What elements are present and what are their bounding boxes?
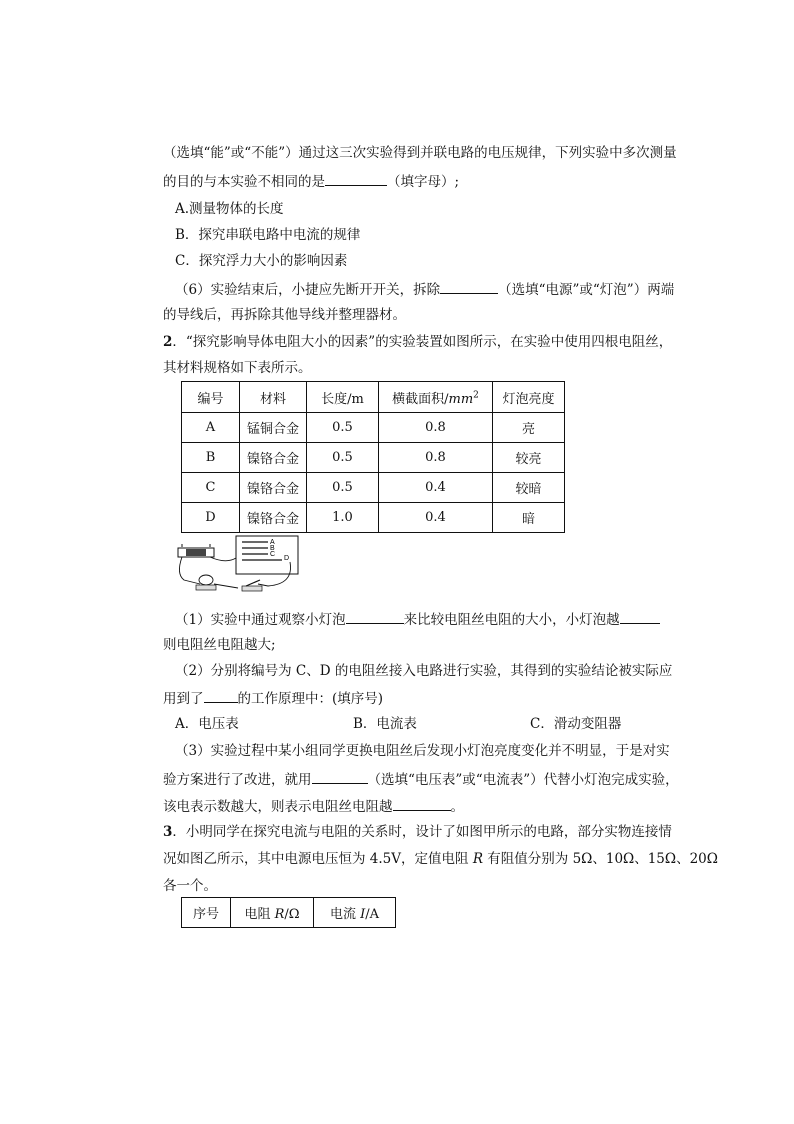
text-line [163,850,718,868]
variable-r: R [472,851,483,867]
header-cell: 编号 [182,382,240,413]
table-cell: 0.4 [379,503,493,533]
table-cell: 0.5 [307,443,379,473]
circuit-figure [172,534,300,596]
table-cell: 0.5 [307,473,379,503]
text-line [175,609,660,629]
text-line [163,796,464,816]
text-span: （填字母）; [387,174,460,190]
option-a: A．电压表 [175,716,239,732]
option-c: C．探究浮力大小的影响因素 [175,253,348,269]
text-line: （2）分别将编号为 C、D 的电阻丝接入电路进行实验，其得到的实验结论被实际应 [175,663,673,679]
answer-blank[interactable] [346,609,404,624]
text-span: 该电表示数越大，则表示电阻丝电阻越 [163,799,393,815]
text-span: ．“探究影响导体电阻大小的因素”的实验装置如图所示，在实验中使用四根电阻丝， [172,334,673,350]
answer-blank[interactable] [440,279,498,294]
figure-label: A [270,539,275,546]
table-cell: 0.4 [379,473,493,503]
text-span: 来比较电阻丝电阻的大小，小灯泡越 [403,612,620,628]
answer-blank[interactable] [325,171,387,186]
header-cell [379,382,493,413]
table-cell: 较暗 [493,473,565,503]
figure-label: B [270,545,275,552]
answer-blank[interactable] [620,609,660,624]
current-resistance-table [181,897,396,928]
table-header-row [182,382,565,413]
option-a: A.测量物体的长度 [175,201,284,217]
text-span: （选填“电压表”或“电流表”）代替小灯泡完成实验， [367,772,679,788]
table-cell: 0.8 [379,413,493,443]
figure-label: C [270,551,276,558]
text-span: 的工作原理中：(填序号) [237,691,384,707]
text-span: （选填“电源”或“灯泡”）两端 [498,282,675,298]
answer-blank[interactable] [312,769,368,784]
table-cell: A [182,413,240,443]
text-line: （选填“能”或“不能”）通过这三次实验得到并联电路的电压规律，下列实验中多次测量 [163,145,677,161]
header-unit: /Ω [284,907,300,922]
text-span: （1）实验中通过观察小灯泡 [175,612,346,628]
header-unit: /A [365,907,380,922]
option-b: B．探究串联电路中电流的规律 [175,227,361,243]
text-span: 。 [450,799,464,815]
text-span: 验方案进行了改进，就用 [163,772,312,788]
table-cell: 暗 [493,503,565,533]
header-cell: 材料 [240,382,307,413]
table-cell: 较亮 [493,443,565,473]
question-number: 2 [163,334,173,350]
table-cell: 镍铬合金 [240,503,307,533]
table-row [182,473,565,503]
text-line: 则电阻丝电阻越大; [163,637,276,653]
table-cell: 镍铬合金 [240,473,307,503]
switch-icon [242,586,262,591]
header-cell [231,898,314,928]
option-b: B．电流表 [353,716,417,732]
table-cell: 1.0 [307,503,379,533]
header-cell [314,898,396,928]
table-cell: 0.8 [379,443,493,473]
question-2-intro [163,333,672,351]
header-text: 横截面积/ [392,391,449,407]
unit-var: mm [448,391,474,407]
table-header-row [182,898,396,928]
battery-cells [186,549,206,556]
table-cell: C [182,473,240,503]
table-cell: D [182,503,240,533]
text-line [163,688,383,708]
figure-label: D [284,555,290,562]
variable-i: I [360,907,366,922]
variable-r: R [274,907,285,922]
text-line: 的导线后，再拆除其他导线并整理器材。 [163,307,406,323]
text-span: 有阻值分别为 5Ω、10Ω、15Ω、20Ω [482,851,718,867]
text-line [175,279,674,299]
header-text: 电流 [329,907,361,922]
text-line: 其材料规格如下表所示。 [163,360,312,376]
table-row [182,413,565,443]
text-span: 况如图乙所示，其中电源电压恒为 4.5V，定值电阻 [163,851,473,867]
table-cell: 亮 [493,413,565,443]
table-cell: B [182,443,240,473]
resistance-wire-table [181,381,565,533]
answer-blank[interactable] [204,688,238,703]
answer-blank[interactable] [393,796,451,811]
table-cell: 锰铜合金 [240,413,307,443]
text-span: （6）实验结束后，小捷应先断开开关，拆除 [175,282,441,298]
lamp-icon [199,575,213,585]
text-span: 用到了 [163,691,204,707]
table-cell: 镍铬合金 [240,443,307,473]
text-span: ．小明同学在探究电流与电阻的关系时，设计了如图甲所示的电路，部分实物连接情 [172,824,672,840]
text-line: （3）实验过程中某小组同学更换电阻丝后发现小灯泡亮度变化并不明显，于是对实 [175,743,670,759]
question-number: 3 [163,824,173,840]
text-span: 的目的与本实验不相同的是 [163,174,325,190]
table-row [182,443,565,473]
header-cell: 灯泡亮度 [493,382,565,413]
text-line: 各一个。 [163,878,217,894]
unit-exponent: 2 [473,390,479,401]
table-cell: 0.5 [307,413,379,443]
table-row [182,503,565,533]
text-line [163,171,459,191]
header-cell: 序号 [182,898,231,928]
lamp-base [196,585,216,590]
header-cell: 长度/m [307,382,379,413]
option-c: C．滑动变阻器 [530,716,622,732]
question-3-intro [163,823,672,841]
header-text: 电阻 [244,907,275,922]
text-line [163,769,679,789]
